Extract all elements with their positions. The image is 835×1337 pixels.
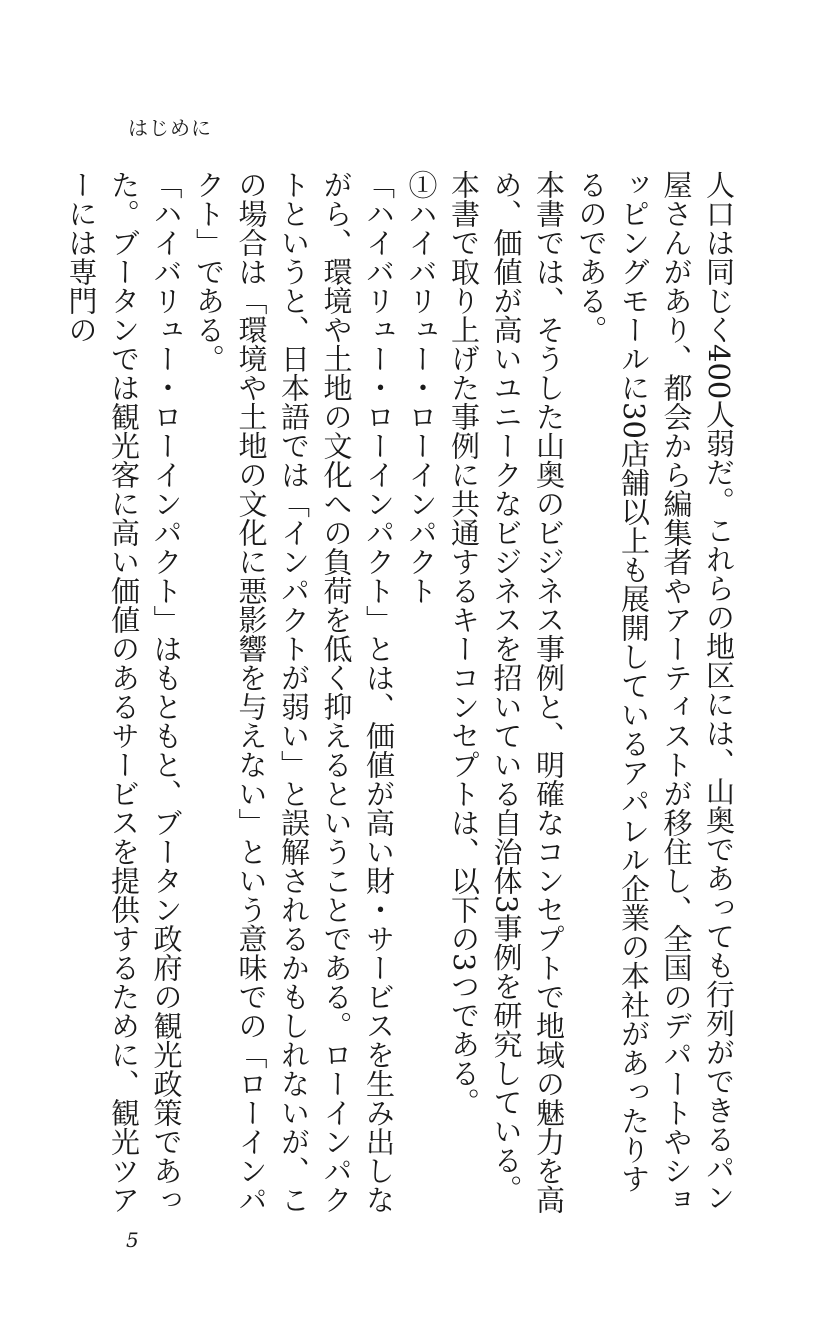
vertical-text-body [64, 170, 740, 1215]
paragraph-2: 本書では、そうした山奥のビジネス事例と、明確なコンセプトで地域の魅力を高め、価値が高いユニークなビジネスを招いている自治体3事例を研究している。本書で取り上げた事例に共通するキーコンセプトは、以下の3つである。 [447, 170, 566, 1214]
paragraph-3: 「ハイバリュー・ローインパクト」とは、価値が高い財・サービスを生み出しながら、環境や土地の文化への負荷を低く抑えるということである。ローインパクトというと、日本語では「インパクトが弱い」と誤解されるかもしれないが、この場合は「環境や土地の文化に悪影響を与えない」という意味での「ローインパクト」である。 [192, 170, 396, 1214]
section-heading: ①ハイバリュー・ローインパクト [404, 170, 439, 605]
paragraph-4: 「ハイバリュー・ローインパクト」はもともと、ブータン政府の観光政策であった。ブータンでは観光客に高い価値のあるサービスを提供するために、観光ツアーには専門の [64, 170, 184, 1214]
running-head: はじめに [128, 116, 212, 140]
page-number: 5 [126, 1228, 139, 1252]
paragraph-1: 人口は同じく400人弱だ。これらの地区には、山奥であっても行列ができるパン屋さんがあり、都会から編集者やアーティストが移住し、全国のデパートやショッピングモールに30店舗以上も展開しているアパレル企業の本社があったりするのである。 [574, 170, 736, 1214]
